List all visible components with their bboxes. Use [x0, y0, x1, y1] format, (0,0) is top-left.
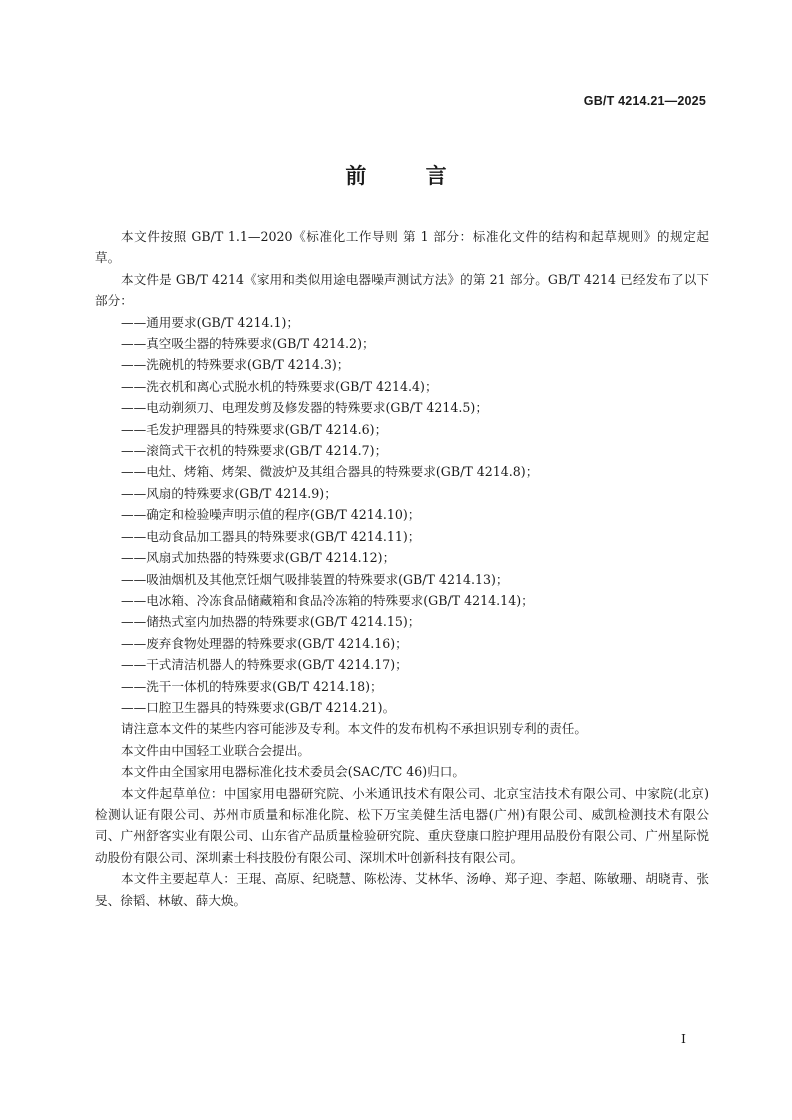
list-item: ——废弃食物处理器的特殊要求(GB/T 4214.16)； — [121, 635, 408, 651]
list-item: ——滚筒式干衣机的特殊要求(GB/T 4214.7)； — [121, 443, 388, 459]
list-item: ——毛发护理器具的特殊要求(GB/T 4214.6)； — [121, 421, 388, 437]
intro-paragraph-1: 本文件按照 GB/T 1.1—2020《标准化工作导则 第 1 部分：标准化文件的结构和起草规则》的规定起草。 — [95, 229, 709, 266]
list-item: ——吸油烟机及其他烹饪烟气吸排装置的特殊要求(GB/T 4214.13)； — [121, 571, 509, 587]
list-item: ——干式清洁机器人的特殊要求(GB/T 4214.17)； — [121, 657, 408, 673]
page-title: 前 言 — [345, 163, 473, 188]
list-item: ——电动食品加工器具的特殊要求(GB/T 4214.11)； — [121, 528, 421, 544]
list-item: ——洗碗机的特殊要求(GB/T 4214.3)； — [121, 357, 350, 373]
list-item: ——洗干一体机的特殊要求(GB/T 4214.18)； — [121, 678, 383, 694]
intro-paragraph-2: 本文件是 GB/T 4214《家用和类似用途电器噪声测试方法》的第 21 部分。GB/T 4214 已经发布了以下部分： — [95, 271, 709, 309]
parts-list — [95, 312, 709, 719]
managed-by: 本文件由全国家用电器标准化技术委员会(SAC/TC 46)归口。 — [121, 764, 465, 780]
list-item: ——储热式室内加热器的特殊要求(GB/T 4214.15)； — [121, 614, 421, 630]
list-item: ——电冰箱、冷冻食品储藏箱和食品冷冻箱的特殊要求(GB/T 4214.14)； — [121, 592, 534, 608]
drafters: 本文件主要起草人：王琨、高原、纪晓慧、陈松涛、艾林华、汤峥、郑子迎、李超、陈敏珊、胡晓青、张旻、徐韬、林敏、薛大焕。 — [95, 871, 709, 908]
list-item: ——电动剃须刀、电理发剪及修发器的特殊要求(GB/T 4214.5)； — [121, 400, 488, 416]
page-number: I — [681, 1031, 686, 1046]
list-item: ——洗衣机和离心式脱水机的特殊要求(GB/T 4214.4)； — [121, 378, 438, 394]
list-item: ——通用要求(GB/T 4214.1)； — [121, 314, 300, 330]
list-item: ——风扇的特殊要求(GB/T 4214.9)； — [121, 485, 337, 501]
preface-body — [95, 226, 709, 911]
list-item: ——确定和检验噪声明示值的程序(GB/T 4214.10)； — [121, 507, 421, 523]
list-item: ——真空吸尘器的特殊要求(GB/T 4214.2)； — [121, 336, 375, 352]
list-item: ——风扇式加热器的特殊要求(GB/T 4214.12)； — [121, 550, 396, 566]
standard-number: GB/T 4214.21—2025 — [583, 94, 706, 108]
patent-notice: 请注意本文件的某些内容可能涉及专利。本文件的发布机构不承担识别专利的责任。 — [121, 721, 587, 737]
drafting-units: 本文件起草单位：中国家用电器研究院、小米通讯技术有限公司、北京宝洁技术有限公司、中家院(北京)检测认证有限公司、苏州市质量和标准化院、松下万宝美健生活电器(广州)有限公司、威凯检测技术有限公司、广州舒客实业有限公司、山东省产品质量检验研究院、重庆登康口腔护理用品股份有限公司、广州星际悦动股份有限公司、深圳素士科技股份有限公司、深圳术叶创新科技有限公司。 — [95, 785, 709, 865]
list-item: ——口腔卫生器具的特殊要求(GB/T 4214.21)。 — [121, 699, 396, 715]
proposed-by: 本文件由中国轻工业联合会提出。 — [121, 742, 310, 758]
list-item: ——电灶、烤箱、烤架、微波炉及其组合器具的特殊要求(GB/T 4214.8)； — [121, 464, 539, 480]
